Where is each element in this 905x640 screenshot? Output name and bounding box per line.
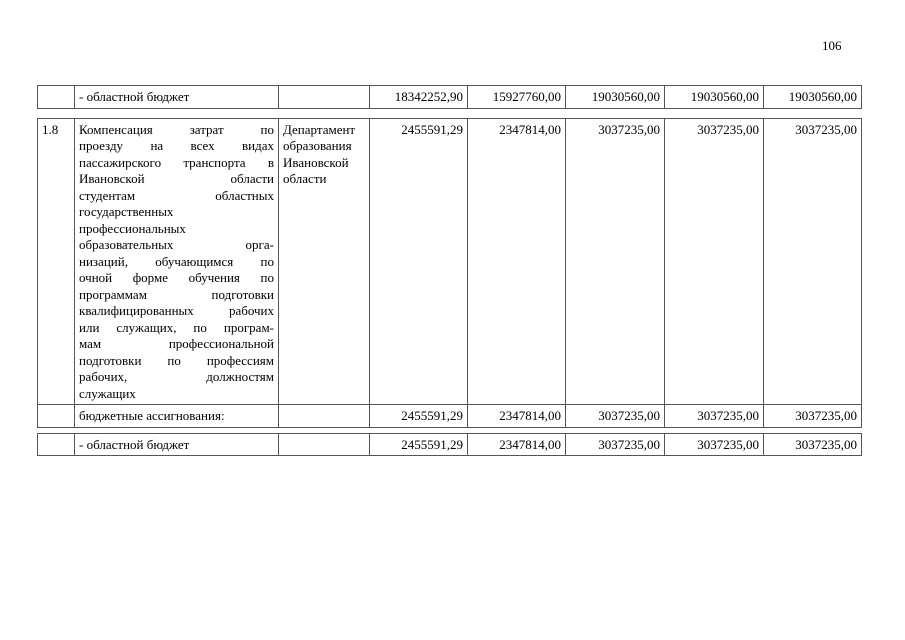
description-line: подготовки по профессиям bbox=[79, 352, 274, 368]
page-number: 106 bbox=[822, 38, 842, 53]
table-row-budget-allocations bbox=[38, 405, 862, 428]
description-line: государственных bbox=[79, 204, 174, 219]
row-number: 1.8 bbox=[38, 118, 75, 405]
table-row-item-1-8 bbox=[38, 118, 862, 405]
description-line: программам подготовки bbox=[79, 286, 274, 302]
executor-line: Департамент bbox=[283, 121, 356, 137]
description-line: низаций, обучающимся по bbox=[79, 253, 274, 269]
item-description bbox=[75, 118, 279, 405]
table-row-regional-budget-top bbox=[38, 86, 862, 109]
value-cell: 2455591,29 bbox=[370, 118, 468, 405]
description-line: студентам областных bbox=[79, 187, 274, 203]
value-cell: 3037235,00 bbox=[764, 433, 862, 456]
value-cell: 2347814,00 bbox=[468, 118, 566, 405]
description-line: служащих bbox=[79, 385, 136, 401]
value-cell: 2347814,00 bbox=[468, 433, 566, 456]
budget-table bbox=[37, 85, 862, 456]
executor-line: Ивановской bbox=[283, 154, 349, 170]
row-label: бюджетные ассигнования: bbox=[75, 405, 279, 428]
row-number-cell bbox=[38, 405, 75, 428]
value-cell: 15927760,00 bbox=[468, 86, 566, 109]
value-cell: 3037235,00 bbox=[665, 433, 764, 456]
executor-cell bbox=[279, 118, 370, 405]
value-cell: 19030560,00 bbox=[566, 86, 665, 109]
value-cell: 2347814,00 bbox=[468, 405, 566, 428]
executor-line: области bbox=[283, 171, 327, 186]
row-label: - областной бюджет bbox=[75, 86, 279, 109]
value-cell: 3037235,00 bbox=[566, 433, 665, 456]
value-cell: 2455591,29 bbox=[370, 433, 468, 456]
row-label: - областной бюджет bbox=[75, 433, 279, 456]
description-line: профессиональных bbox=[79, 220, 186, 236]
value-cell: 19030560,00 bbox=[764, 86, 862, 109]
spacer-cell bbox=[38, 108, 862, 118]
executor-cell bbox=[279, 405, 370, 428]
value-cell: 3037235,00 bbox=[665, 118, 764, 405]
description-line: или служащих, по програм- bbox=[79, 319, 274, 335]
description-line: мам профессиональной bbox=[79, 336, 274, 351]
value-cell: 18342252,90 bbox=[370, 86, 468, 109]
executor-cell bbox=[279, 86, 370, 109]
value-cell: 19030560,00 bbox=[665, 86, 764, 109]
description-line: проезду на всех видах bbox=[79, 138, 274, 153]
description-line: пассажирского транспорта в bbox=[79, 154, 274, 170]
value-cell: 3037235,00 bbox=[764, 405, 862, 428]
executor-line: образования bbox=[283, 138, 352, 153]
table-spacer-row bbox=[38, 108, 862, 118]
value-cell: 3037235,00 bbox=[566, 405, 665, 428]
description-line: образовательных орга- bbox=[79, 237, 274, 252]
description-line: квалифицированных рабочих bbox=[79, 303, 274, 318]
value-cell: 2455591,29 bbox=[370, 405, 468, 428]
row-number-cell bbox=[38, 433, 75, 456]
description-line: рабочих, должностям bbox=[79, 369, 274, 384]
value-cell: 3037235,00 bbox=[566, 118, 665, 405]
description-line: Ивановской области bbox=[79, 171, 274, 186]
row-number-cell bbox=[38, 86, 75, 109]
value-cell: 3037235,00 bbox=[764, 118, 862, 405]
description-line: очной форме обучения по bbox=[79, 270, 274, 285]
description-line: Компенсация затрат по bbox=[79, 121, 274, 137]
table-row-regional-budget-bottom bbox=[38, 433, 862, 456]
executor-cell bbox=[279, 433, 370, 456]
value-cell: 3037235,00 bbox=[665, 405, 764, 428]
